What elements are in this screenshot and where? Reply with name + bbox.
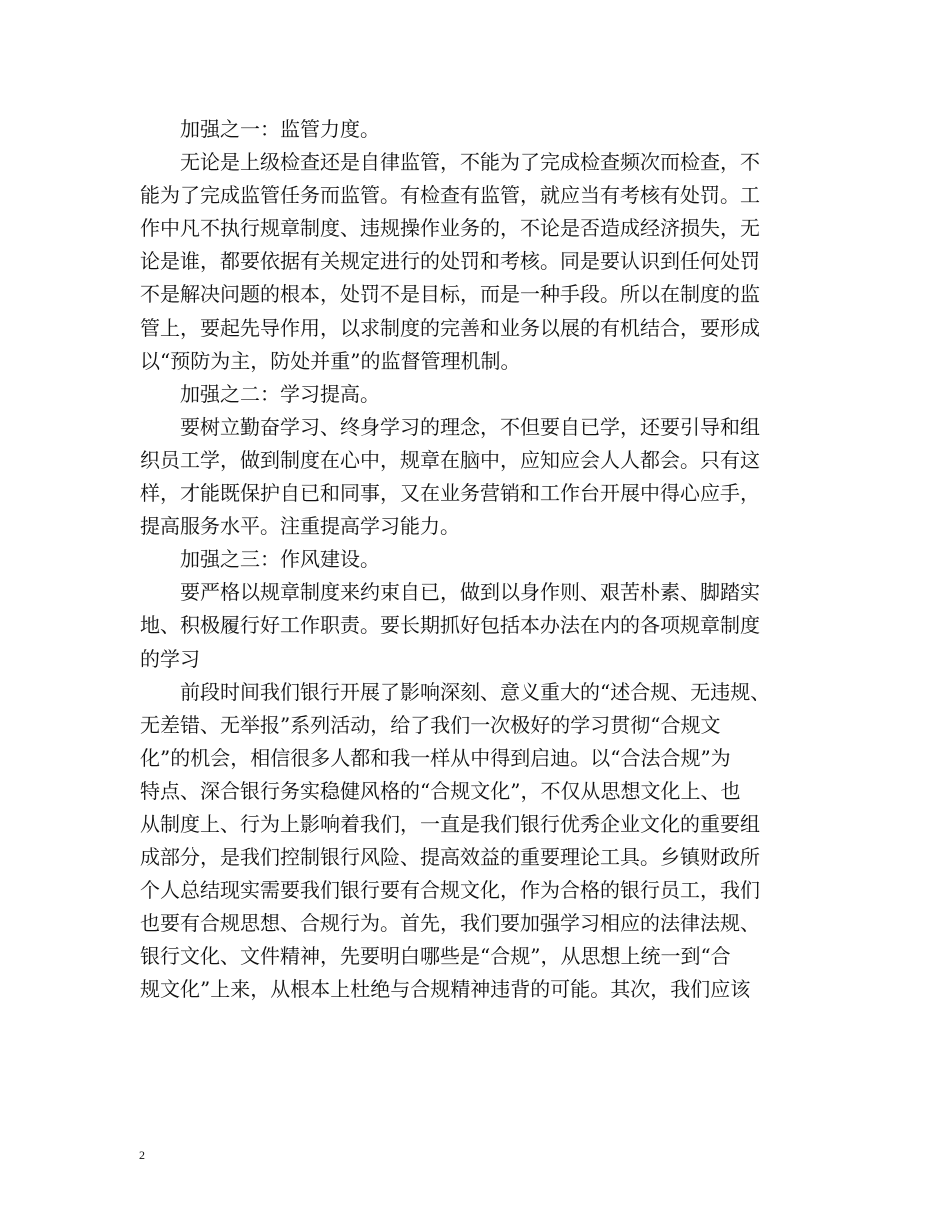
- text-line: 规文化”上来，从根本上杜绝与合规精神违背的可能。其次，我们应该: [140, 977, 751, 1002]
- text-line: 加强之三：作风建设。: [180, 547, 380, 572]
- text-line: 要严格以规章制度来约束自已，做到以身作则、艰苦朴素、脚踏实: [180, 580, 760, 605]
- text-line: 作中凡不执行规章制度、违规操作业务的，不论是否造成经济损失，无: [140, 216, 760, 241]
- text-line: 样，才能既保护自已和同事，又在业务营销和工作台开展中得心应手，: [140, 481, 760, 506]
- text-line: 前段时间我们银行开展了影响深刻、意义重大的“述合规、无违规、: [180, 679, 771, 704]
- text-line: 无差错、无举报”系列活动，给了我们一次极好的学习贯彻“合规文: [140, 712, 721, 737]
- text-line: 个人总结现实需要我们银行要有合规文化，作为合格的银行员工，我们: [140, 878, 760, 903]
- text-line: 加强之二：学习提高。: [180, 381, 380, 406]
- text-line: 化”的机会，相信很多人都和我一样从中得到启迪。以“合法合规”为: [140, 745, 731, 770]
- text-line: 无论是上级检查还是自律监管，不能为了完成检查频次而检查，不: [180, 150, 760, 175]
- page-number: 2: [139, 1148, 145, 1162]
- text-line: 织员工学，做到制度在心中，规章在脑中，应知应会人人都会。只有这: [140, 447, 760, 472]
- text-line: 论是谁，都要依据有关规定进行的处罚和考核。同是要认识到任何处罚: [140, 249, 760, 274]
- text-line: 以“预防为主，防处并重”的监督管理机制。: [140, 348, 521, 373]
- text-line: 提高服务水平。注重提高学习能力。: [140, 514, 460, 539]
- text-line: 加强之一：监管力度。: [180, 117, 380, 141]
- text-line: 特点、深合银行务实稳健风格的“合规文化”，不仅从思想文化上、也: [140, 778, 741, 803]
- text-line: 管上，要起先导作用，以求制度的完善和业务以展的有机结合，要形成: [140, 315, 760, 340]
- text-line: 能为了完成监管任务而监管。有检查有监管，就应当有考核有处罚。工: [140, 183, 760, 208]
- text-line: 要树立勤奋学习、终身学习的理念，不但要自已学，还要引导和组: [180, 414, 760, 439]
- text-line: 银行文化、文件精神，先要明白哪些是“合规”，从思想上统一到“合: [140, 944, 731, 969]
- body-text: [140, 113, 820, 1007]
- text-line: 成部分，是我们控制银行风险、提高效益的重要理论工具。乡镇财政所: [140, 845, 760, 870]
- text-line: 不是解决问题的根本，处罚不是目标，而是一种手段。所以在制度的监: [140, 282, 760, 307]
- text-line: 的学习: [140, 646, 200, 671]
- text-line: 从制度上、行为上影响着我们，一直是我们银行优秀企业文化的重要组: [140, 811, 760, 836]
- text-line: 也要有合规思想、合规行为。首先，我们要加强学习相应的法律法规、: [140, 911, 760, 936]
- text-line: 地、积极履行好工作职责。要长期抓好包括本办法在内的各项规章制度: [140, 613, 760, 638]
